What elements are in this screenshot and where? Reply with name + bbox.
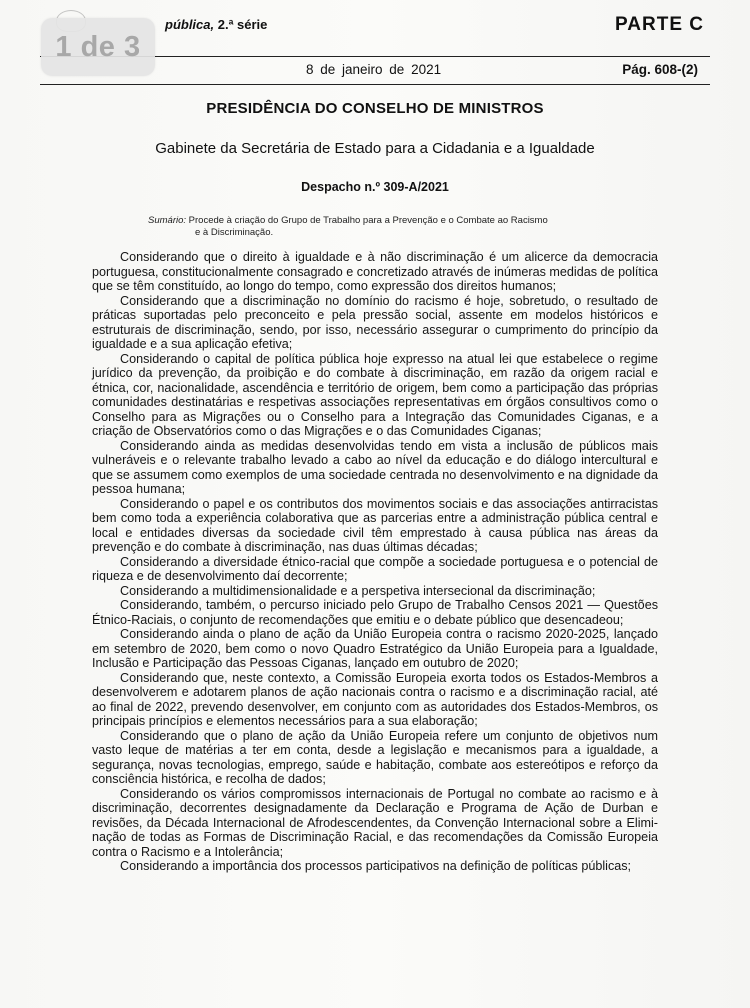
paragraph: Considerando ainda as medidas desenvolvidas tendo em vista a inclusão de públicos mais vulneráveis e o relevante trabalho levado a cabo ao nível da educação e do diálogo intercultural e que se assumem como exemplos de uma sociedade centrada no desenvolvimento e na dignidade da pessoa humana;	[92, 438, 658, 496]
paragraph: Considerando que o plano de ação da União Europeia refere um conjunto de objetivos num vasto leque de matérias a ter em conta, desde a legislação e mecanismos para a igualdade, a segurança, novas tecnologias, emprego, saúde e habitação, combate aos estereótipos e reforço da consciência histórica, e recolha de dados;	[92, 728, 658, 786]
cabinet-title: Gabinete da Secretária de Estado para a Cidadania e a Igualdade	[155, 140, 595, 157]
page-indicator: 1 de 3	[41, 18, 155, 76]
part-label: PARTE C	[615, 14, 704, 35]
paragraph: Considerando que, neste contexto, a Comissão Europeia exorta todos os Estados-Membros a desenvolverem e adotarem planos de ação nacionais contra o racismo e a discriminação racial, até ao final de 2022, prevendo desenvolver, em conjunto com as autoridades dos Estados-Membros, os principais princípios e elementos necessários para a sua elaboração;	[92, 670, 658, 728]
paragraph: Considerando a diversidade étnico-racial que compõe a sociedade portuguesa e o potencial de riqueza e de desenvolvimento daí decorrente;	[92, 554, 658, 583]
paragraph: Considerando a importância dos processos participativos na definição de políticas públicas;	[120, 859, 632, 873]
paragraph: Considerando, também, o percurso iniciado pelo Grupo de Trabalho Censos 2021 — Questões Étnico-Raciais, o conjunto de recomendações que emitiu e o debate público que desencadeou;	[92, 598, 658, 627]
summary-line-1: Procede à criação do Grupo de Trabalho para a Prevenção e o Combate ao Racismo	[188, 215, 548, 226]
dispatch-number: Despacho n.º 309-A/2021	[301, 180, 449, 194]
paragraph: Considerando que a discriminação no domínio do racismo é hoje, sobretudo, o resultado de práticas suportadas pelo preconceito e pela pressão social, assente em modelos históricos e estruturais de discriminação, sendo, por isso, necessário assegurar o cumprimento do princípio da igualdade e a sua aplicação efetiva;	[92, 293, 658, 351]
paragraph: Considerando a multidimensionalidade e a perspetiva intersecional da discriminação;	[120, 583, 596, 598]
summary	[148, 215, 618, 239]
publication-name: pública,	[165, 17, 215, 32]
publication-header	[165, 17, 267, 32]
summary-line-2: e à Discriminação.	[195, 227, 274, 238]
paragraph: Considerando que o direito à igualdade e à não discriminação é um alicerce da democracia portuguesa, constitucionalmente consagrado e concretizado através de inúmeras medidas de política que se têm constituído, ao longo do tempo, como expressão dos direitos humanos;	[92, 250, 658, 293]
ministry-title: PRESIDÊNCIA DO CONSELHO DE MINISTROS	[206, 100, 544, 117]
summary-label: Sumário:	[148, 215, 187, 226]
paragraph: Considerando os vários compromissos internacionais de Portugal no combate ao racismo e à discriminação, decorrentes designadamente da Declaração e Programa de Ação de Durban e revisões, da Década Internacional de Afrodescendentes, da Convenção Internacional sobre a Eliminação de todas as Formas de Discriminação Racial, e das recomendações da Comissão Europeia contra o Racismo e a Intolerância;	[92, 786, 658, 859]
publication-series: 2.ª série	[217, 17, 268, 32]
paragraph: Considerando o capital de política pública hoje expresso na atual lei que estabelece o regime jurídico da prevenção, da proibição e do combate à discriminação, em razão da origem racial e étnica, cor, nacionalidade, ascendência e território de origem, bem como a participação das próprias comunidades destinatárias e respetivas associações representativas em órgãos consultivos como o Conselho para as Migrações ou o Conselho para a Integração das Comunidades Ciganas, e a criação de Observatórios como o das Migrações e o das Comunidades Ciganas;	[92, 351, 658, 438]
document-body	[92, 250, 658, 874]
paragraph: Considerando o papel e os contributos dos movimentos sociais e das associações antirracistas bem como toda a experiência colaborativa que as parcerias entre a administração pública central e local e entidades diversas da sociedade civil têm emprestado à causa pública nas áreas da prevenção e do combate à discriminação, nas duas últimas décadas;	[92, 496, 658, 554]
header-rule-bottom	[40, 84, 710, 85]
publication-date: 8 de janeiro de 2021	[306, 62, 442, 77]
page-number: Pág. 608-(2)	[622, 62, 698, 77]
paragraph: Considerando ainda o plano de ação da União Europeia contra o racismo 2020-2025, lançado em setembro de 2020, bem como o novo Quadro Estratégico da União Europeia para a Igualdade, Inclusão e Participação das Pessoas Ciganas, lançado em outubro de 2020;	[92, 627, 658, 670]
